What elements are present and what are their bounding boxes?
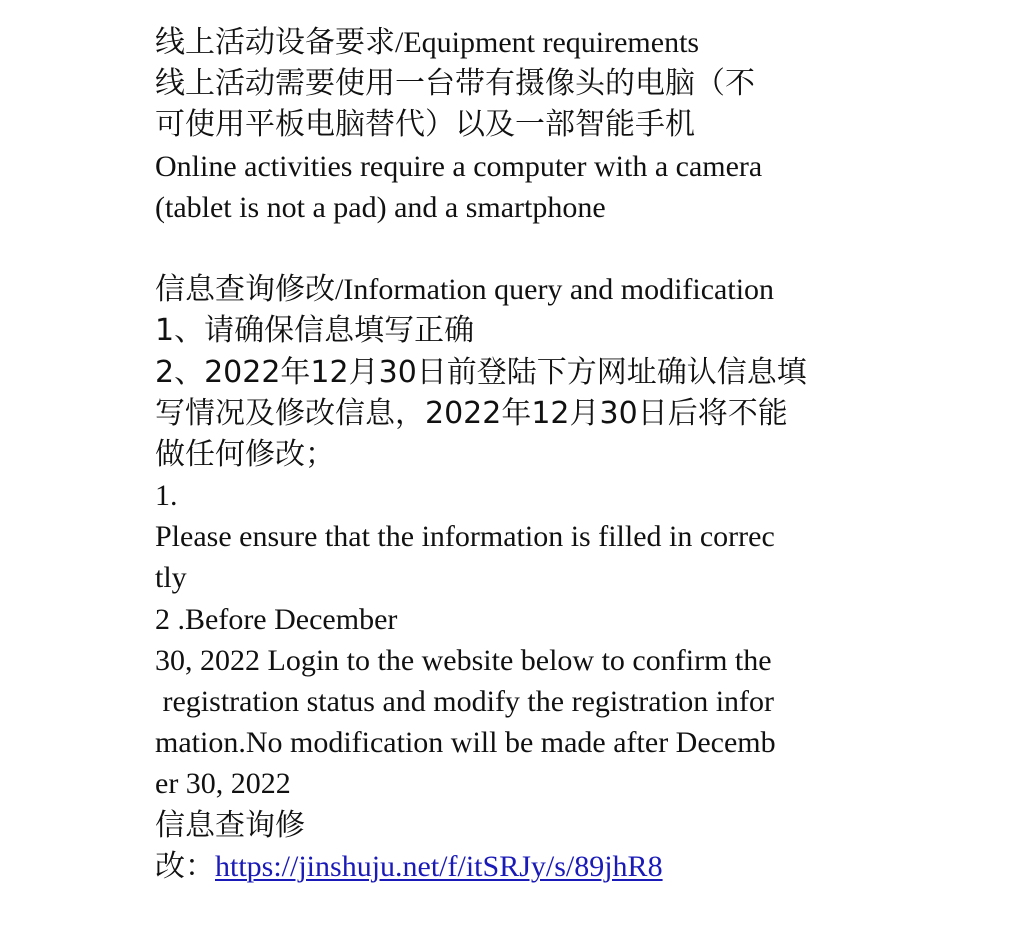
query-item1-en-line1: Please ensure that the information is filled in correc: [155, 520, 775, 554]
query-item2-cn-line2: 写情况及修改信息，2022年12月30日后将不能: [155, 395, 788, 431]
query-item2-en-line2: 30, 2022 Login to the website below to confirm the: [155, 643, 772, 677]
link-line: [155, 846, 875, 887]
query-item1-en-line2: tly: [155, 561, 187, 595]
query-item2-cn-line3: 做任何修改；: [155, 436, 335, 472]
equipment-body-en-line2: (tablet is not a pad) and a smartphone: [155, 190, 606, 224]
document-body: [155, 22, 875, 887]
link-label-line1: 信息查询修: [155, 807, 305, 843]
equipment-heading-cn: 线上活动设备要求: [155, 25, 395, 60]
query-heading-en: /Information query and modification: [335, 273, 775, 307]
query-item2-en-line1: 2 .Before December: [155, 602, 398, 636]
equipment-body-cn-line1: 线上活动需要使用一台带有摄像头的电脑（不: [155, 66, 755, 102]
link-label-line2: 改：: [155, 848, 215, 884]
query-item2-en-line4: mation.No modification will be made after Decemb: [155, 726, 776, 760]
equipment-heading-en: /Equipment requirements: [395, 26, 700, 59]
equipment-body-en-line1: Online activities require a computer with a camera: [155, 149, 763, 183]
query-item1-cn: 1、请确保信息填写正确: [155, 313, 475, 349]
section-spacer: [155, 228, 875, 269]
query-item1-en-number: 1.: [155, 479, 178, 513]
equipment-requirements-heading: [155, 22, 875, 63]
information-query-heading: [155, 269, 875, 310]
info-query-link[interactable]: https://jinshuju.net/f/itSRJy/s/89jhR8: [215, 849, 663, 883]
equipment-body-cn-line2: 可使用平板电脑替代）以及一部智能手机: [155, 107, 695, 143]
query-item2-en-line3: registration status and modify the registration infor: [155, 685, 775, 718]
query-item2-en-line5: er 30, 2022: [155, 767, 291, 801]
query-item2-cn-line1: 2、2022年12月30日前登陆下方网址确认信息填: [155, 354, 807, 390]
query-heading-cn: 信息查询修改: [155, 272, 335, 308]
